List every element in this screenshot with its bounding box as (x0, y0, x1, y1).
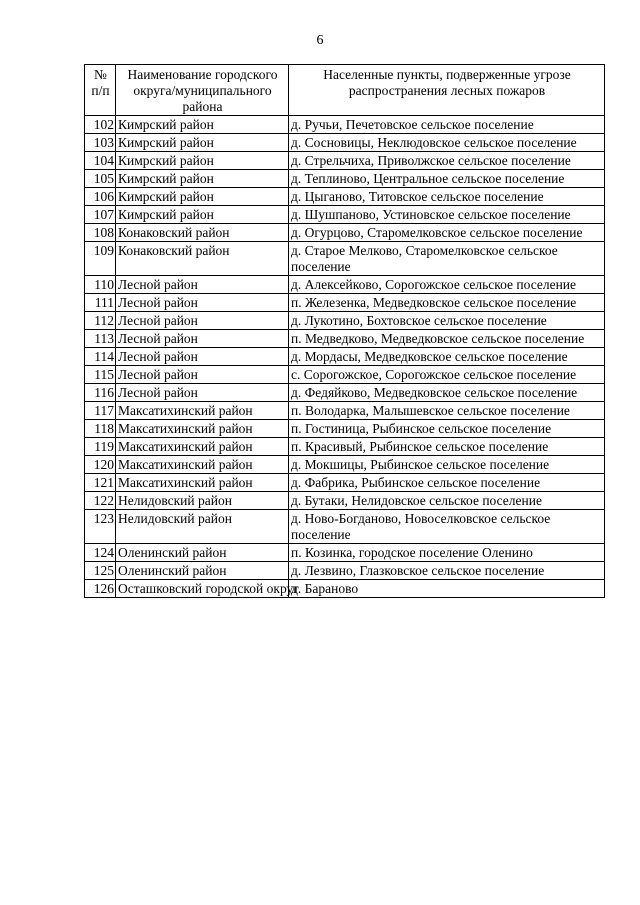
row-number: 125 (85, 562, 116, 580)
row-number: 126 (85, 580, 116, 598)
page-number: 6 (316, 33, 324, 48)
table-row (85, 366, 605, 384)
row-district: Нелидовский район (116, 510, 289, 544)
row-locality: с. Сорогожское, Сорогожское сельское поселение (289, 366, 605, 384)
row-number: 102 (85, 116, 116, 134)
table-row (85, 170, 605, 188)
row-district: Максатихинский район (116, 456, 289, 474)
table-row (85, 384, 605, 402)
row-district: Максатихинский район (116, 438, 289, 456)
row-locality: д. Мокшицы, Рыбинское сельское поселение (289, 456, 605, 474)
row-number: 105 (85, 170, 116, 188)
row-locality: д. Фабрика, Рыбинское сельское поселение (289, 474, 605, 492)
row-locality: п. Гостиница, Рыбинское сельское поселение (289, 420, 605, 438)
table-row (85, 562, 605, 580)
row-locality: д. Старое Мелково, Старомелковское сельское поселение (289, 242, 605, 276)
row-number: 121 (85, 474, 116, 492)
table-row (85, 224, 605, 242)
row-district: Максатихинский район (116, 474, 289, 492)
row-district: Кимрский район (116, 116, 289, 134)
row-locality: п. Красивый, Рыбинское сельское поселение (289, 438, 605, 456)
row-locality: д. Шушпаново, Устиновское сельское поселение (289, 206, 605, 224)
row-locality: д. Огурцово, Старомелковское сельское поселение (289, 224, 605, 242)
table-row (85, 492, 605, 510)
row-district: Кимрский район (116, 134, 289, 152)
row-number: 103 (85, 134, 116, 152)
localities-table (84, 64, 605, 598)
table-row (85, 330, 605, 348)
row-district: Лесной район (116, 366, 289, 384)
row-district: Оленинский район (116, 562, 289, 580)
row-district: Кимрский район (116, 152, 289, 170)
row-district: Максатихинский район (116, 420, 289, 438)
row-number: 122 (85, 492, 116, 510)
row-locality: д. Мордасы, Медведковское сельское поселение (289, 348, 605, 366)
row-district: Лесной район (116, 348, 289, 366)
table-row (85, 456, 605, 474)
row-locality: д. Ново-Богданово, Новоселковское сельское поселение (289, 510, 605, 544)
row-district: Оленинский район (116, 544, 289, 562)
table-row (85, 188, 605, 206)
table-row (85, 420, 605, 438)
table-row (85, 294, 605, 312)
row-locality: д. Алексейково, Сорогожское сельское поселение (289, 276, 605, 294)
row-number: 120 (85, 456, 116, 474)
table-row (85, 312, 605, 330)
row-district: Максатихинский район (116, 402, 289, 420)
table-row (85, 152, 605, 170)
row-district: Лесной район (116, 294, 289, 312)
row-number: 106 (85, 188, 116, 206)
row-number: 109 (85, 242, 116, 276)
row-locality: д. Стрельчиха, Приволжское сельское поселение (289, 152, 605, 170)
table-row (85, 116, 605, 134)
row-number: 123 (85, 510, 116, 544)
row-locality: д. Цыганово, Титовское сельское поселение (289, 188, 605, 206)
row-locality: д. Бараново (289, 580, 605, 598)
table-row (85, 276, 605, 294)
row-locality: д. Сосновицы, Неклюдовское сельское поселение (289, 134, 605, 152)
table-row (85, 134, 605, 152)
row-district: Лесной район (116, 384, 289, 402)
row-locality: п. Володарка, Малышевское сельское поселение (289, 402, 605, 420)
row-locality: п. Железенка, Медведковское сельское поселение (289, 294, 605, 312)
row-locality: д. Лукотино, Бохтовское сельское поселение (289, 312, 605, 330)
row-locality: д. Теплиново, Центральное сельское поселение (289, 170, 605, 188)
row-locality: д. Бутаки, Нелидовское сельское поселение (289, 492, 605, 510)
header-localities: Населенные пункты, подверженные угрозе распространения лесных пожаров (289, 65, 605, 116)
table-row (85, 474, 605, 492)
row-locality: д. Ручьи, Печетовское сельское поселение (289, 116, 605, 134)
table-row (85, 402, 605, 420)
row-locality: д. Лезвино, Глазковское сельское поселение (289, 562, 605, 580)
row-district: Лесной район (116, 330, 289, 348)
table-row (85, 580, 605, 598)
row-number: 113 (85, 330, 116, 348)
row-number: 118 (85, 420, 116, 438)
row-locality: п. Медведково, Медведковское сельское поселение (289, 330, 605, 348)
row-number: 117 (85, 402, 116, 420)
row-district: Нелидовский район (116, 492, 289, 510)
row-number: 124 (85, 544, 116, 562)
row-district: Лесной район (116, 312, 289, 330)
row-number: 114 (85, 348, 116, 366)
row-number: 111 (85, 294, 116, 312)
table-row (85, 544, 605, 562)
row-district: Кимрский район (116, 188, 289, 206)
row-district: Кимрский район (116, 170, 289, 188)
row-number: 104 (85, 152, 116, 170)
table-row (85, 206, 605, 224)
row-number: 115 (85, 366, 116, 384)
row-number: 107 (85, 206, 116, 224)
header-number: № п/п (85, 65, 116, 116)
row-locality: д. Федяйково, Медведковское сельское поселение (289, 384, 605, 402)
row-number: 112 (85, 312, 116, 330)
table-header-row (85, 65, 605, 116)
table-row (85, 242, 605, 276)
table-row (85, 348, 605, 366)
row-district: Кимрский район (116, 206, 289, 224)
row-district: Конаковский район (116, 242, 289, 276)
row-district: Осташковский городской округ (116, 580, 289, 598)
row-number: 119 (85, 438, 116, 456)
row-district: Конаковский район (116, 224, 289, 242)
table-row (85, 438, 605, 456)
row-locality: п. Козинка, городское поселение Оленино (289, 544, 605, 562)
row-number: 108 (85, 224, 116, 242)
row-number: 110 (85, 276, 116, 294)
row-district: Лесной район (116, 276, 289, 294)
table-row (85, 510, 605, 544)
row-number: 116 (85, 384, 116, 402)
header-district: Наименование городского округа/муниципального района (116, 65, 289, 116)
